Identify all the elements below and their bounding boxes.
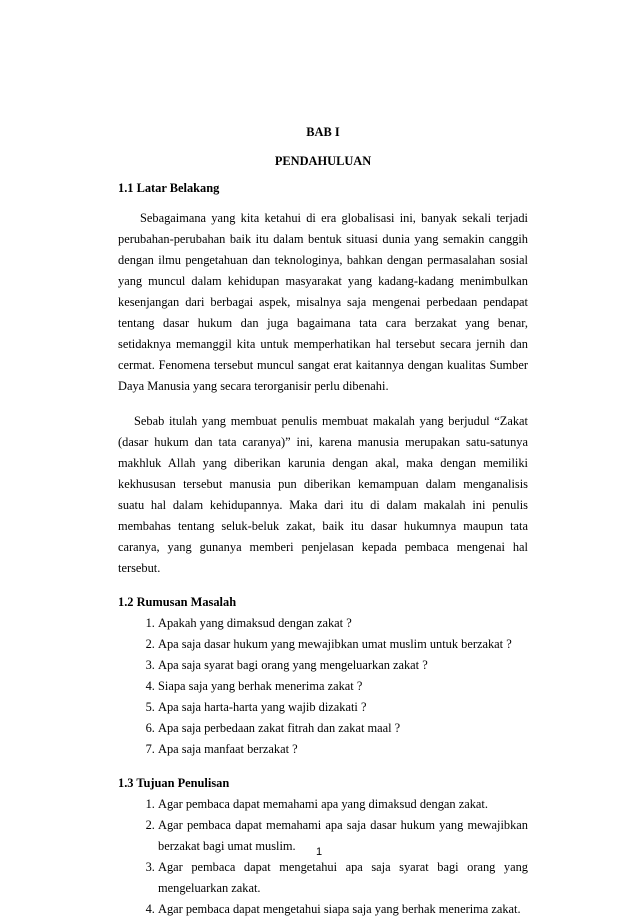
page-content <box>118 122 528 920</box>
list-item: 1. Agar pembaca dapat memahami apa yang dimaksud dengan zakat. <box>158 794 528 815</box>
list-item: 3. Agar pembaca dapat mengetahui apa saja syarat bagi orang yang mengeluarkan zakat. <box>158 857 528 899</box>
list-item: 1. Apakah yang dimaksud dengan zakat ? <box>158 613 528 634</box>
list-item: 7. Apa saja manfaat berzakat ? <box>158 739 528 760</box>
list-item: 2. Agar pembaca dapat memahami apa saja dasar hukum yang mewajibkan berzakat bagi umat muslim. <box>158 815 528 857</box>
section-heading-tujuan-penulisan: 1.3 Tujuan Penulisan <box>118 776 230 790</box>
chapter-number: BAB I <box>306 125 340 139</box>
list-item: 4. Siapa saja yang berhak menerima zakat ? <box>158 676 528 697</box>
rumusan-list <box>118 613 528 760</box>
list-item: 3. Apa saja syarat bagi orang yang mengeluarkan zakat ? <box>158 655 528 676</box>
list-item: 5. Apa saja harta-harta yang wajib dizakati ? <box>158 697 528 718</box>
page-number: 1 <box>315 846 323 858</box>
list-item: 4. Agar pembaca dapat mengetahui siapa saja yang berhak menerima zakat. <box>158 899 528 920</box>
section-heading-rumusan-masalah: 1.2 Rumusan Masalah <box>118 595 237 609</box>
list-item: 6. Apa saja perbedaan zakat fitrah dan zakat maal ? <box>158 718 528 739</box>
list-item: 2. Apa saja dasar hukum yang mewajibkan umat muslim untuk berzakat ? <box>158 634 528 655</box>
paragraph-latar-2: Sebab itulah yang membuat penulis membuat makalah yang berjudul “Zakat (dasar hukum dan tata caranya)” ini, karena manusia merupakan satu-satunya makhluk Allah yang diberikan karunia dengan akal, maka dengan memiliki kekhususan tersebut manusia pun diberikan kemampuan dalam menganalisis suatu hal dalam kehidupannya. Maka dari itu di dalam makalah ini penulis membahas tentang seluk-beluk zakat, baik itu dasar hukumnya maupun tata caranya, yang gunanya memberi penjelasan kepada pembaca mengenai hal tersebut. <box>118 414 528 575</box>
paragraph-latar-1: Sebagaimana yang kita ketahui di era globalisasi ini, banyak sekali terjadi perubahan-perubahan baik itu dalam bentuk situasi dunia yang semakin canggih dengan ilmu pengetahuan dan teknologinya, bahkan dengan permasalahan sosial yang muncul dalam kehidupan masyarakat yang kadang-kadang menimbulkan kesenjangan dari berbagai aspek, misalnya saja mengenai perbedaan pendapat tentang dasar hukum dan juga bagaimana tata cara berzakat yang benar, setidaknya memanggil kita untuk memperhatikan hal tersebut secara jernih dan cermat. Fenomena tersebut muncul sangat erat kaitannya dengan kualitas Sumber Daya Manusia yang secara terorganisir perlu dibenahi. <box>118 211 528 393</box>
section-heading-latar-belakang: 1.1 Latar Belakang <box>118 181 220 195</box>
chapter-title: PENDAHULUAN <box>274 154 372 168</box>
